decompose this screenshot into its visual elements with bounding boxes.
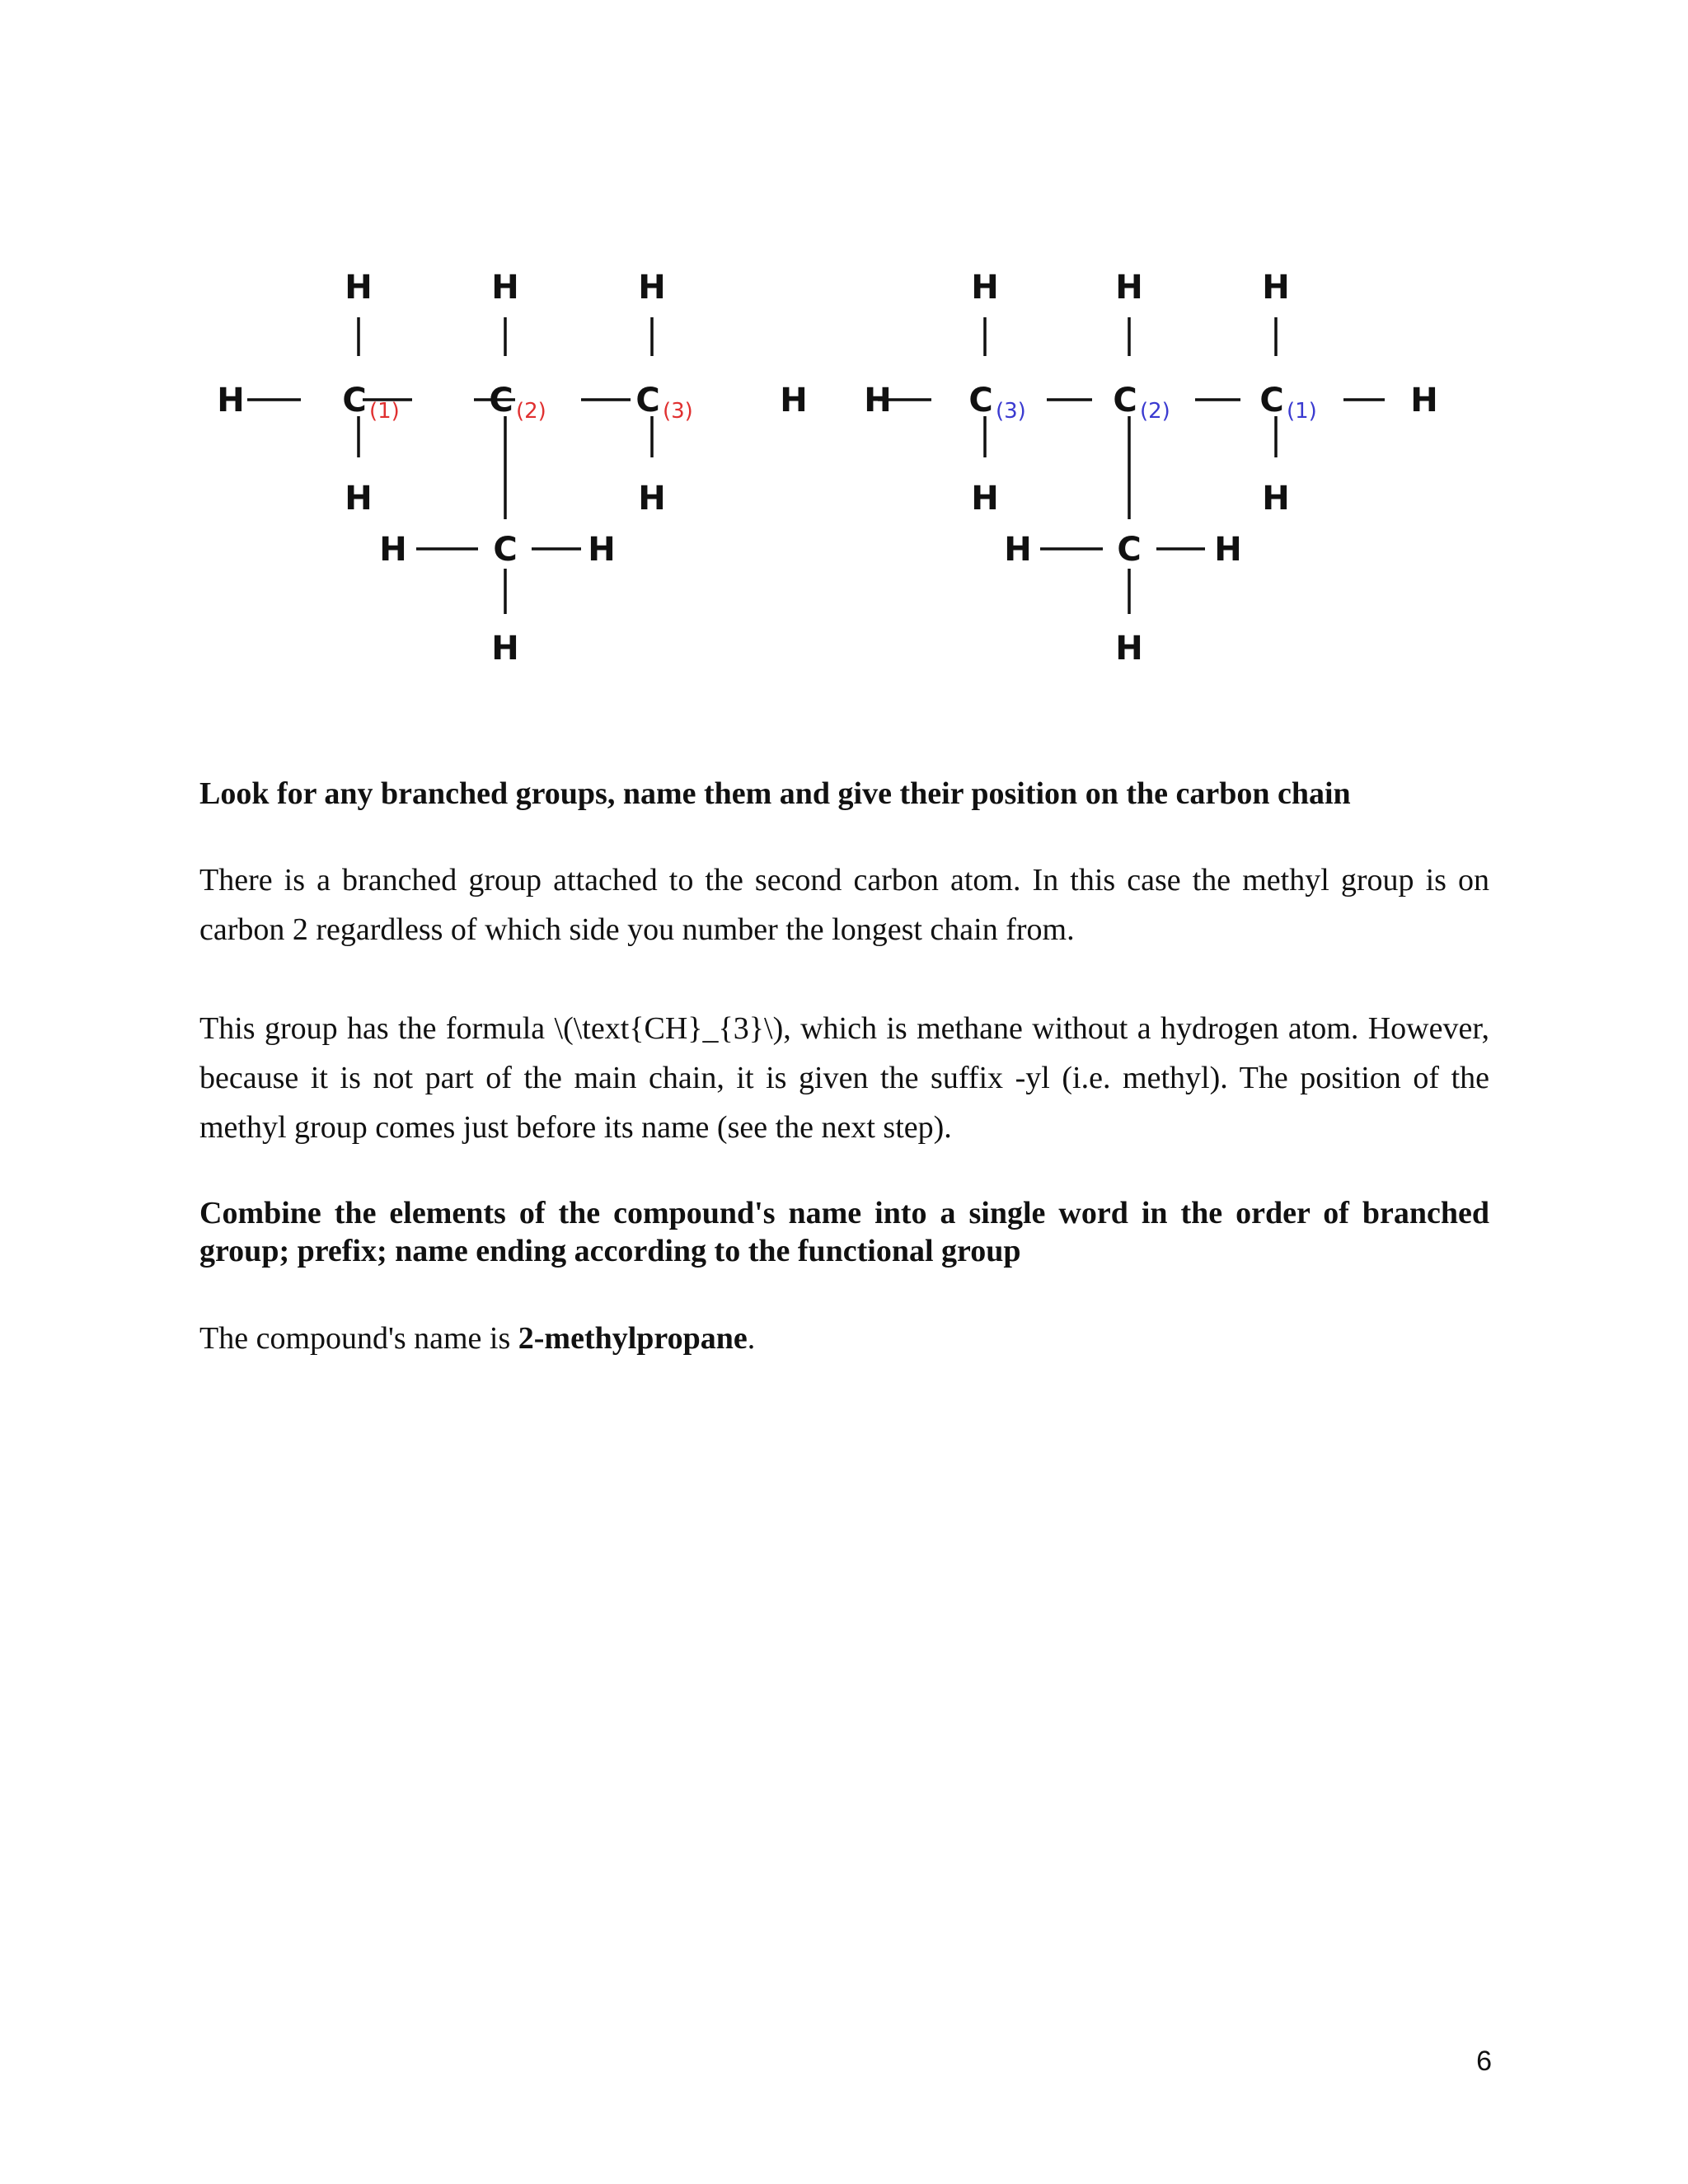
compound-name-suffix: . [747,1321,756,1356]
step-heading-combine-name: Combine the elements of the compound's name into a single word in the order of branched group; prefix; name ending according to the functional group [199,1196,1489,1268]
carbon-atom: C [342,382,367,419]
structural-formula-right [841,247,1517,676]
hydrogen-atom: H [491,630,519,668]
hydrogen-atom: H [1262,269,1290,307]
hydrogen-atom: H [345,480,373,518]
hydrogen-atom: H [217,382,245,419]
carbon-number-label: (1) [369,399,400,424]
hydrogen-atom: H [1004,531,1032,569]
paragraph-branched-group-position: There is a branched group attached to the second carbon atom. In this case the methyl group is on carbon 2 regardless of which side you number the longest chain from. [199,863,1489,947]
carbon-atom: C [489,382,513,419]
hydrogen-atom: H [971,480,999,518]
carbon-number-label: (2) [1140,399,1170,424]
carbon-atom: C [1113,382,1137,419]
hydrogen-atom: H [1214,531,1242,569]
paragraph-compound-name [199,1314,1489,1363]
hydrogen-atom: H [638,480,666,518]
carbon-number-label: (1) [1287,399,1317,424]
structural-formula-left-svg [210,247,886,676]
carbon-atom: C [493,531,518,569]
carbon-number-label: (2) [516,399,546,424]
hydrogen-atom: H [491,269,519,307]
hydrogen-atom: H [1410,382,1438,419]
hydrogen-atom: H [1262,480,1290,518]
carbon-number-label: (3) [663,399,693,424]
hydrogen-atom: H [864,382,892,419]
hydrogen-atom: H [345,269,373,307]
carbon-atom: C [968,382,993,419]
hydrogen-atom: H [780,382,808,419]
carbon-atom: C [635,382,660,419]
hydrogen-atom: H [379,531,407,569]
carbon-number-label: (3) [996,399,1026,424]
carbon-atom: C [1117,531,1142,569]
step-heading-branched-groups: Look for any branched groups, name them and give their position on the carbon chain [199,776,1351,811]
hydrogen-atom: H [638,269,666,307]
hydrogen-atom: H [588,531,616,569]
carbon-atom: C [1259,382,1284,419]
page-number: 6 [1476,2046,1492,2077]
compound-name: 2-methylpropane [518,1321,748,1356]
compound-name-prefix: The compound's name is [199,1321,518,1356]
hydrogen-atom: H [1115,630,1143,668]
structural-formula-left [210,247,886,676]
paragraph-methyl-group-explanation: This group has the formula \(\text{CH}_{3}\), which is methane without a hydrogen atom. However, because it is not part of the main chain, it is given the suffix -yl (i.e. methyl). The position of the methyl group comes just before its name (see the next step). [199,1011,1489,1145]
structural-formula-right-svg [841,247,1517,676]
hydrogen-atom: H [1115,269,1143,307]
hydrogen-atom: H [971,269,999,307]
